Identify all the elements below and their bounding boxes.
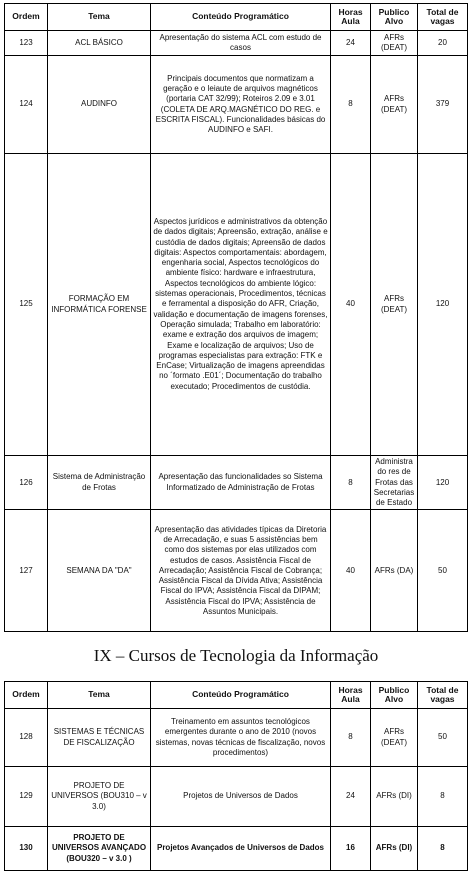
cell-horas: 8	[331, 456, 371, 510]
cell-vagas: 120	[418, 154, 468, 456]
section-heading: IX – Cursos de Tecnologia da Informação	[93, 646, 379, 665]
cell-vagas: 8	[418, 767, 468, 827]
table-row	[5, 56, 468, 154]
cell-horas: 24	[331, 767, 371, 827]
table-row	[5, 767, 468, 827]
cell-conteudo: Principais documentos que normatizam a geração e o leiaute de arquivos magnéticos (portaria CAT 32/99); Roteiros 2.09 e 3.01 (COLETA DE ARQ.MAGNÉTICO DO REG. e ESCRITA FISCAL). Funcionalidades básicas do AUDINFO e SAFI.	[151, 56, 331, 154]
cell-horas: 40	[331, 154, 371, 456]
header-vagas: Total de vagas	[418, 682, 468, 709]
cell-vagas: 20	[418, 31, 468, 56]
cell-vagas: 50	[418, 510, 468, 632]
cell-tema: PROJETO DE UNIVERSOS AVANÇADO (BOU320 – v 3.0 )	[48, 827, 151, 871]
table-row	[5, 456, 468, 510]
cell-conteudo: Apresentação do sistema ACL com estudo de casos	[151, 31, 331, 56]
cell-horas: 8	[331, 56, 371, 154]
cell-tema: SISTEMAS E TÉCNICAS DE FISCALIZAÇÃO	[48, 709, 151, 767]
cell-ordem: 123	[5, 31, 48, 56]
cell-horas: 24	[331, 31, 371, 56]
cell-ordem: 126	[5, 456, 48, 510]
cell-publico: AFRs (DEAT)	[371, 31, 418, 56]
cell-vagas: 50	[418, 709, 468, 767]
header-ordem: Ordem	[5, 4, 48, 31]
cell-ordem: 130	[5, 827, 48, 871]
cell-ordem: 127	[5, 510, 48, 632]
cell-publico: AFRs (DEAT)	[371, 154, 418, 456]
cell-publico: AFRs (DEAT)	[371, 56, 418, 154]
cell-ordem: 128	[5, 709, 48, 767]
cell-tema: Sistema de Administração de Frotas	[48, 456, 151, 510]
cell-horas: 40	[331, 510, 371, 632]
cell-horas: 8	[331, 709, 371, 767]
courses-table-2	[4, 681, 468, 871]
header-conteudo: Conteúdo Programático	[151, 4, 331, 31]
table-row	[5, 709, 468, 767]
courses-table-1	[4, 3, 468, 632]
table-row	[5, 31, 468, 56]
header-ordem: Ordem	[5, 682, 48, 709]
table-row	[5, 827, 468, 871]
table-header-row	[5, 4, 468, 31]
cell-vagas: 8	[418, 827, 468, 871]
header-tema: Tema	[48, 682, 151, 709]
header-vagas: Total de vagas	[418, 4, 468, 31]
cell-tema: AUDINFO	[48, 56, 151, 154]
cell-conteudo: Treinamento em assuntos tecnológicos emergentes durante o ano de 2010 (novos sistemas, novas técnicas de fiscalização, novos procedimentos)	[151, 709, 331, 767]
cell-tema: FORMAÇÃO EM INFORMÁTICA FORENSE	[48, 154, 151, 456]
header-horas: Horas Aula	[331, 4, 371, 31]
cell-publico: AFRs (DI)	[371, 767, 418, 827]
header-horas: Horas Aula	[331, 682, 371, 709]
cell-tema: PROJETO DE UNIVERSOS (BOU310 – v 3.0)	[48, 767, 151, 827]
cell-tema: ACL BÁSICO	[48, 31, 151, 56]
cell-tema: SEMANA DA "DA"	[48, 510, 151, 632]
cell-publico: AFRs (DEAT)	[371, 709, 418, 767]
cell-ordem: 124	[5, 56, 48, 154]
cell-publico: AFRs (DI)	[371, 827, 418, 871]
cell-conteudo: Projetos Avançados de Universos de Dados	[151, 827, 331, 871]
cell-conteudo: Apresentação das funcionalidades so Sistema Informatizado de Administração de Frotas	[151, 456, 331, 510]
header-conteudo: Conteúdo Programático	[151, 682, 331, 709]
cell-ordem: 129	[5, 767, 48, 827]
header-publico: Publico Alvo	[371, 4, 418, 31]
header-tema: Tema	[48, 4, 151, 31]
cell-conteudo: Projetos de Universos de Dados	[151, 767, 331, 827]
table-header-row	[5, 682, 468, 709]
table-row	[5, 154, 468, 456]
header-publico: Publico Alvo	[371, 682, 418, 709]
cell-publico: AFRs (DA)	[371, 510, 418, 632]
table-row	[5, 510, 468, 632]
cell-vagas: 379	[418, 56, 468, 154]
cell-conteudo: Aspectos jurídicos e administrativos da obtenção de dados digitais; Apreensão, extração, análise e custódia de dados digitais; Apreensão de dados digitais: Aspectos comportamentais: abordagem, engenharia social, Aspectos tecnológicos do ambiente físico: hardware e infraestrutura, Aspectos tecnológicos do ambiente lógico: sistemas operacionais, Procedimentos, técnicas e ferramental a disposição do AFR, Criação, validação e documentação de imagens forenses, Operação simulada; Trabalho em laboratório: exame e extração dos arquivos de imagem; Exame e localização de arquivos; Uso de programas especialistas para extração: FTK e EnCase; Virtualização de imagens apreendidas no ´formato .E01´; Documentação do trabalho executado; Procedimentos de custódia.	[151, 154, 331, 456]
cell-horas: 16	[331, 827, 371, 871]
cell-publico: Administra do res de Frotas das Secretarias de Estado	[371, 456, 418, 510]
cell-ordem: 125	[5, 154, 48, 456]
cell-vagas: 120	[418, 456, 468, 510]
cell-conteudo: Apresentação das atividades típicas da Diretoria de Arrecadação, e suas 5 assistências bem como dos sistemas por elas utilizados com estudos de casos. Assistência Fiscal de Arrecadação; Assistência Fiscal de Cobrança; Assistência Fiscal da Dívida Ativa; Assistência Fiscal do IPVA; Assistência Fiscal da DIPAM; Assistência Fiscal do IPVA; Assistência de Assuntos Municipais.	[151, 510, 331, 632]
